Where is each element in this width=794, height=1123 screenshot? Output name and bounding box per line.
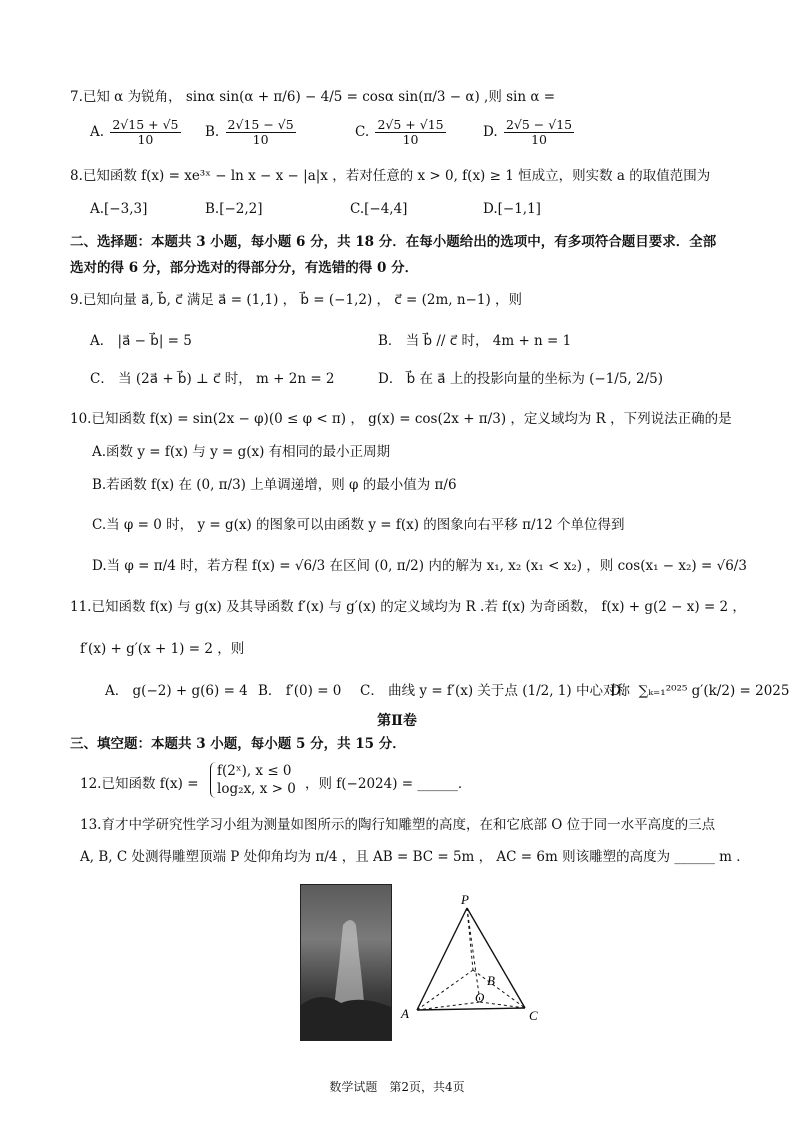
fraction (504, 118, 574, 147)
q12-case-1: f(2ˣ), x ≤ 0 (217, 763, 292, 779)
q12-tail: ，则 f(−2024) = ______． (305, 776, 472, 792)
q9-option-b: B． 当 b⃗ // c⃗ 时， 4m + n = 1 (378, 333, 572, 349)
q10-stem: 10.已知函数 f(x) = sin(2x − φ)(0 ≤ φ < π) ， g(x) = cos(2x + π/3) ，定义域均为 R ，下列说法正确的是 (70, 411, 732, 427)
option-label: D. (483, 124, 498, 140)
sculpture-silhouette (301, 885, 391, 1040)
option-label: B. (205, 124, 220, 140)
fraction (375, 118, 445, 147)
q12-case-2: log₂x, x > 0 (217, 781, 296, 797)
part2-title: 第Ⅱ卷 (377, 713, 417, 729)
numerator: 2√15 + √5 (112, 117, 179, 132)
q8-option-b: B.[−2,2] (205, 201, 263, 217)
q13-line-2: A, B, C 处测得雕塑顶端 P 处仰角均为 π/4 ，且 AB = BC = 5m ， AC = 6m 则该雕塑的高度为 ______ m ． (80, 849, 750, 865)
denominator: 10 (402, 132, 419, 147)
label-p: P (461, 892, 469, 907)
q7-stem: 7.已知 α 为锐角， sinα sin(α + π/6) − 4/5 = cosα sin(π/3 − α) ,则 sin α = (70, 89, 556, 105)
q9-stem: 9.已知向量 a⃗, b⃗, c⃗ 满足 a⃗ = (1,1) ， b⃗ = (−1,2) ， c⃗ = (2m, n−1) ，则 (70, 292, 523, 308)
q9-option-c: C． 当 (2a⃗ + b⃗) ⊥ c⃗ 时， m + 2n = 2 (90, 371, 335, 387)
q11-option-a: A． g(−2) + g(6) = 4 (105, 683, 248, 699)
tetrahedron-diagram (395, 890, 555, 1030)
page-footer: 数学试题 第2页，共4页 (329, 1080, 465, 1094)
q7-option-a (90, 118, 183, 147)
q12-stem: 12.已知函数 f(x) = (80, 776, 199, 792)
numerator: 2√15 − √5 (227, 117, 294, 132)
denominator: 10 (137, 132, 154, 147)
q11-stem-cont: f′(x) + g′(x + 1) = 2 ，则 (80, 641, 245, 657)
q9-option-a: A． |a⃗ − b⃗| = 5 (90, 333, 192, 349)
section3-heading: 三、填空题：本题共 3 小题，每小题 5 分，共 15 分． (70, 736, 406, 752)
label-b: B (487, 973, 495, 988)
q7-option-d (483, 118, 576, 147)
q13-line-1: 13.育才中学研究性学习小组为测量如图所示的陶行知雕塑的高度，在和它底部 O 位于同一水平高度的三点 (80, 817, 716, 833)
numerator: 2√5 − √15 (505, 117, 573, 132)
q11-option-d: D． ∑ₖ₌₁²⁰²⁵ g′(k/2) = 2025 (610, 683, 790, 699)
sculpture-photo (300, 884, 392, 1041)
q7-option-c (355, 118, 448, 147)
label-o: O (475, 990, 485, 1005)
label-a: A (401, 1006, 409, 1021)
q10-option-a: A.函数 y = f(x) 与 y = g(x) 有相同的最小正周期 (92, 444, 391, 460)
q8-option-c: C.[−4,4] (350, 201, 408, 217)
fraction (226, 118, 296, 147)
option-label: C. (355, 124, 370, 140)
q10-option-b: B.若函数 f(x) 在 (0, π/3) 上单调递增，则 φ 的最小值为 π/6 (92, 477, 457, 493)
hidden-edges (417, 908, 525, 1010)
q11-stem: 11.已知函数 f(x) 与 g(x) 及其导函数 f′(x) 与 g′(x) 的定义域均为 R .若 f(x) 为奇函数， f(x) + g(2 − x) = 2 ， (70, 599, 746, 615)
q8-option-d: D.[−1,1] (483, 201, 541, 217)
q11-option-b: B． f′(0) = 0 (258, 683, 342, 699)
numerator: 2√5 + √15 (377, 117, 444, 132)
q8-option-a: A.[−3,3] (90, 201, 148, 217)
q11-option-c: C． 曲线 y = f′(x) 关于点 (1/2, 1) 中心对称 (360, 683, 630, 699)
denominator: 10 (252, 132, 269, 147)
denominator: 10 (531, 132, 547, 147)
option-label: A. (90, 124, 105, 140)
label-c: C (529, 1008, 538, 1023)
q9-option-d: D． b⃗ 在 a⃗ 上的投影向量的坐标为 (−1/5, 2/5) (378, 371, 664, 387)
q10-option-c: C.当 φ = 0 时， y = g(x) 的图象可以由函数 y = f(x) 的图象向右平移 π/12 个单位得到 (92, 517, 625, 533)
fraction (110, 118, 180, 147)
q7-option-b (205, 118, 298, 147)
q8-stem: 8.已知函数 f(x) = xe³ˣ − ln x − x − |a|x ，若对任意的 x > 0, f(x) ≥ 1 恒成立，则实数 a 的取值范围为 (70, 168, 711, 184)
tetrahedron-edges (417, 908, 525, 1010)
section2-heading-cont: 选对的得 6 分，部分选对的得部分分，有选错的得 0 分． (70, 260, 419, 276)
q10-option-d: D.当 φ = π/4 时，若方程 f(x) = √6/3 在区间 (0, π/2) 内的解为 x₁, x₂ (x₁ < x₂) ，则 cos(x₁ − x₂) = √6/3 (92, 558, 747, 574)
section2-heading: 二、选择题：本题共 3 小题，每小题 6 分，共 18 分．在每小题给出的选项中，有多项符合题目要求．全部 (70, 234, 717, 250)
q12-piecewise (210, 762, 296, 798)
